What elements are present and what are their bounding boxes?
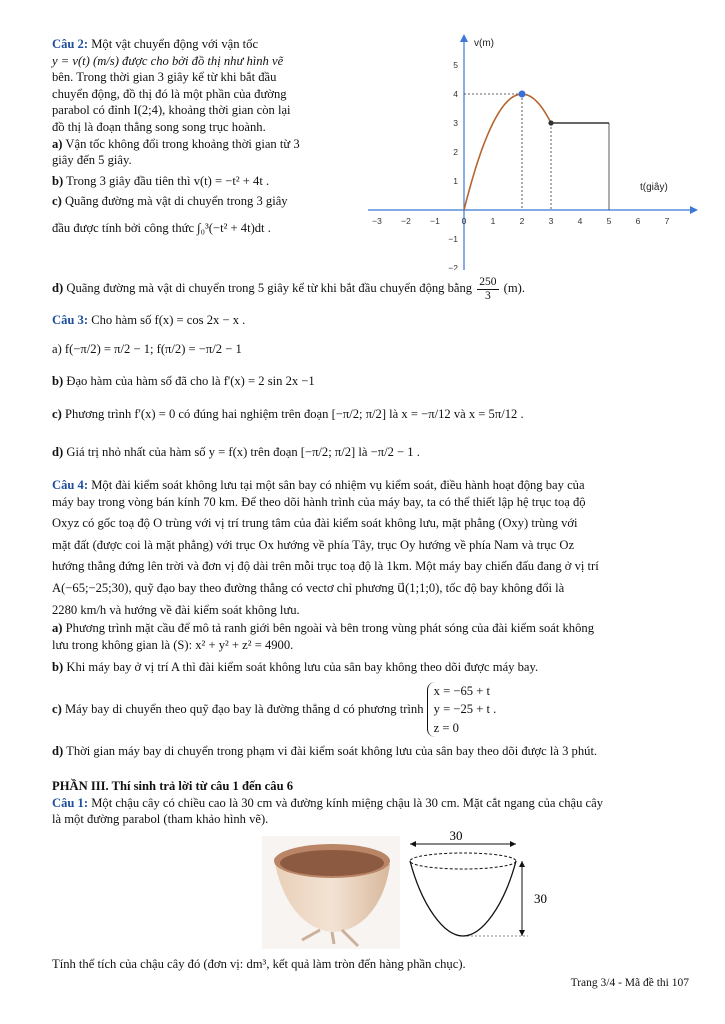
q2-b-text: Trong 3 giây đầu tiên thì v(t) = −t² + 4t . xyxy=(66,173,270,188)
eq-x: x = −65 + t xyxy=(433,684,490,699)
x-tick-label: 4 xyxy=(577,216,583,226)
q4-line: Oxyz có gốc toạ độ O trùng với vị trí trung tâm của đài kiểm soát không lưu, mặt phẳng (Oxy) trùng với xyxy=(52,516,578,531)
option-label: b) xyxy=(52,173,64,188)
option-label: c) xyxy=(52,406,62,421)
q2-line: chuyển động, đồ thị đó là một phần của đường xyxy=(52,86,287,101)
eq-z: z = 0 xyxy=(433,720,459,735)
pot-leg xyxy=(332,932,334,944)
y-axis-label: v(m) xyxy=(474,38,494,49)
q4-c-text: Máy bay di chuyển theo quỹ đạo bay là đường thẳng d có phương trình xyxy=(64,702,424,717)
y-tick-label: −2 xyxy=(448,263,458,270)
q4-option-c xyxy=(52,682,692,737)
q4-line: Một đài kiểm soát không lưu tại một sân bay có nhiệm vụ kiểm soát, điều hành hoạt động bay của xyxy=(91,478,585,492)
parabola-outline xyxy=(410,861,516,936)
x-tick-label: −2 xyxy=(401,216,411,226)
question-4-head: Câu 4: xyxy=(52,478,89,492)
x-tick-labels xyxy=(372,216,669,226)
q4-line: máy bay trong vòng bán kính 70 km. Để theo dõi hành trình của máy bay, ta có thể thiết lập hệ trục toạ độ xyxy=(52,494,586,509)
q2-line: đồ thị là đoạn thẳng song song trục hoành. xyxy=(52,120,266,135)
numerator: 250 xyxy=(479,276,497,288)
x-tick-label: 2 xyxy=(519,216,525,226)
arrow-left xyxy=(410,841,416,847)
q2-c-text: Quãng đường mà vật di chuyển trong 3 giây xyxy=(64,194,288,209)
question-4 xyxy=(52,477,692,759)
side-dimension-label: 30 xyxy=(534,891,547,906)
x-axis-label: t(giây) xyxy=(640,182,668,193)
fraction xyxy=(477,276,498,302)
q2-a-text: Vận tốc không đổi trong khoảng thời gian từ 3 xyxy=(65,136,300,151)
option-label: d) xyxy=(52,743,64,758)
q4-d-text: Thời gian máy bay di chuyển trong phạm vi đài kiểm soát không lưu của sân bay theo dõi được là 3 phút. xyxy=(66,743,598,758)
option-label: b) xyxy=(52,374,64,389)
q2-line: parabol có đỉnh I(2;4), khoảng thời gian còn lại xyxy=(52,103,291,118)
vertex-point xyxy=(519,91,526,98)
y-tick-labels xyxy=(448,60,458,270)
part-3 xyxy=(52,778,692,828)
eq-y: y = −25 + t . xyxy=(433,702,497,717)
option-label: a) xyxy=(52,621,63,636)
pot-interior xyxy=(280,850,384,876)
q2-line: y = v(t) (m/s) được cho bởi đồ thị như hình vẽ xyxy=(52,53,284,68)
question-2-head: Câu 2: xyxy=(52,37,89,51)
q2-c-text-cont: đầu được tính bởi công thức ∫₀³(−t² + 4t)dt . xyxy=(52,221,271,236)
q4-line: A(−65;−25;30), quỹ đạo bay theo đường thẳng có vectơ chỉ phương u⃗(1;1;0), tốc độ bay không đổi là xyxy=(52,581,565,596)
part-3-title: PHẦN III. Thí sinh trả lời từ câu 1 đến câu 6 xyxy=(52,779,294,793)
option-label: c) xyxy=(52,702,62,717)
point-t3 xyxy=(548,120,553,125)
q2-a-text-cont: giây đến 5 giây. xyxy=(52,153,132,168)
option-label: d) xyxy=(52,281,64,296)
option-label: b) xyxy=(52,660,64,675)
q3-a-text: a) f(−π/2) = π/2 − 1; f(π/2) = −π/2 − 1 xyxy=(52,341,242,356)
y-tick-label: 5 xyxy=(453,60,458,70)
q2-line: Một vật chuyển động với vận tốc xyxy=(91,37,259,51)
y-tick-label: 1 xyxy=(453,176,458,186)
q4-line: mặt đất (được coi là mặt phẳng) với trục Ox hướng về phía Tây, trục Oy hướng về phía Nam và trục Oz xyxy=(52,537,575,552)
part3-q1-line: Một chậu cây có chiều cao là 30 cm và đường kính miệng chậu là 30 cm. Mặt cắt ngang của chậu cây xyxy=(91,795,604,810)
question-2 xyxy=(52,36,352,237)
page-footer: Trang 3/4 - Mã đề thi 107 xyxy=(570,977,689,989)
line-equation-system xyxy=(427,682,497,737)
x-tick-label: −3 xyxy=(372,216,382,226)
question-3 xyxy=(52,312,692,461)
flower-pot-photo xyxy=(262,836,400,949)
q4-a-text-cont: lưu trong không gian là (S): x² + y² + z² = 4900. xyxy=(52,637,294,652)
x-tick-label: 3 xyxy=(548,216,554,226)
part3-q1-ask: Tính thể tích của chậu cây đó (đơn vị: dm³, kết quả làm tròn đến hàng phần chục). xyxy=(52,957,466,971)
part3-q1-head: Câu 1: xyxy=(52,795,89,810)
q2-option-d xyxy=(52,276,692,302)
q4-a-text: Phương trình mặt cầu để mô tả ranh giới bên ngoài và bên trong vùng phát sóng của đài kiểm soát không xyxy=(65,621,594,636)
x-tick-label: 1 xyxy=(490,216,496,226)
part3-q1-line: là một đường parabol (tham khảo hình vẽ). xyxy=(52,812,269,827)
x-tick-label: 6 xyxy=(635,216,641,226)
pot-cross-section-diagram xyxy=(404,826,554,952)
y-tick-label: −1 xyxy=(448,234,458,244)
q4-b-text: Khi máy bay ở vị trí A thì đài kiểm soát không lưu của sân bay không theo dõi được máy bay. xyxy=(66,660,539,675)
y-axis-arrow xyxy=(460,34,468,42)
velocity-graph xyxy=(368,34,698,270)
x-tick-label: 0 xyxy=(461,216,467,226)
x-tick-label: −1 xyxy=(430,216,440,226)
q2-d-text: Quãng đường mà vật di chuyển trong 5 giây kể từ khi bắt đầu chuyển động bằng xyxy=(66,281,473,296)
top-dimension-label: 30 xyxy=(449,828,463,843)
y-tick-label: 2 xyxy=(453,147,458,157)
denominator: 3 xyxy=(485,289,491,302)
rim-ellipse xyxy=(410,853,516,869)
parabola-curve xyxy=(464,94,551,210)
arrow-up xyxy=(519,861,525,867)
question-3-head: Câu 3: xyxy=(52,313,89,327)
arrow-right xyxy=(510,841,516,847)
arrow-down xyxy=(519,930,525,936)
q3-intro: Cho hàm số f(x) = cos 2x − x . xyxy=(91,313,246,327)
q4-line: hướng thẳng đứng lên trời và đơn vị độ dài trên mỗi trục toạ độ là 1km. Một máy bay chiến đấu đang ở vị trí xyxy=(52,559,599,574)
q3-c-text: Phương trình f'(x) = 0 có đúng hai nghiệm trên đoạn [−π/2; π/2] là x = −π/12 và x = 5π/12 . xyxy=(64,406,524,421)
q2-line: bên. Trong thời gian 3 giây kể từ khi bắt đầu xyxy=(52,70,277,85)
unit: (m). xyxy=(503,281,525,296)
q4-line: 2280 km/h và hướng về đài kiểm soát không lưu. xyxy=(52,602,300,617)
y-tick-label: 3 xyxy=(453,118,458,128)
q3-b-text: Đạo hàm của hàm số đã cho là f'(x) = 2 sin 2x −1 xyxy=(66,374,315,389)
x-tick-label: 7 xyxy=(664,216,670,226)
x-axis-arrow xyxy=(690,206,698,214)
option-label: d) xyxy=(52,445,64,460)
y-tick-label: 4 xyxy=(453,89,458,99)
option-label: c) xyxy=(52,194,62,209)
q3-d-text: Giá trị nhỏ nhất của hàm số y = f(x) trên đoạn [−π/2; π/2] là −π/2 − 1 . xyxy=(66,445,420,460)
option-label: a) xyxy=(52,136,63,151)
x-tick-label: 5 xyxy=(606,216,612,226)
